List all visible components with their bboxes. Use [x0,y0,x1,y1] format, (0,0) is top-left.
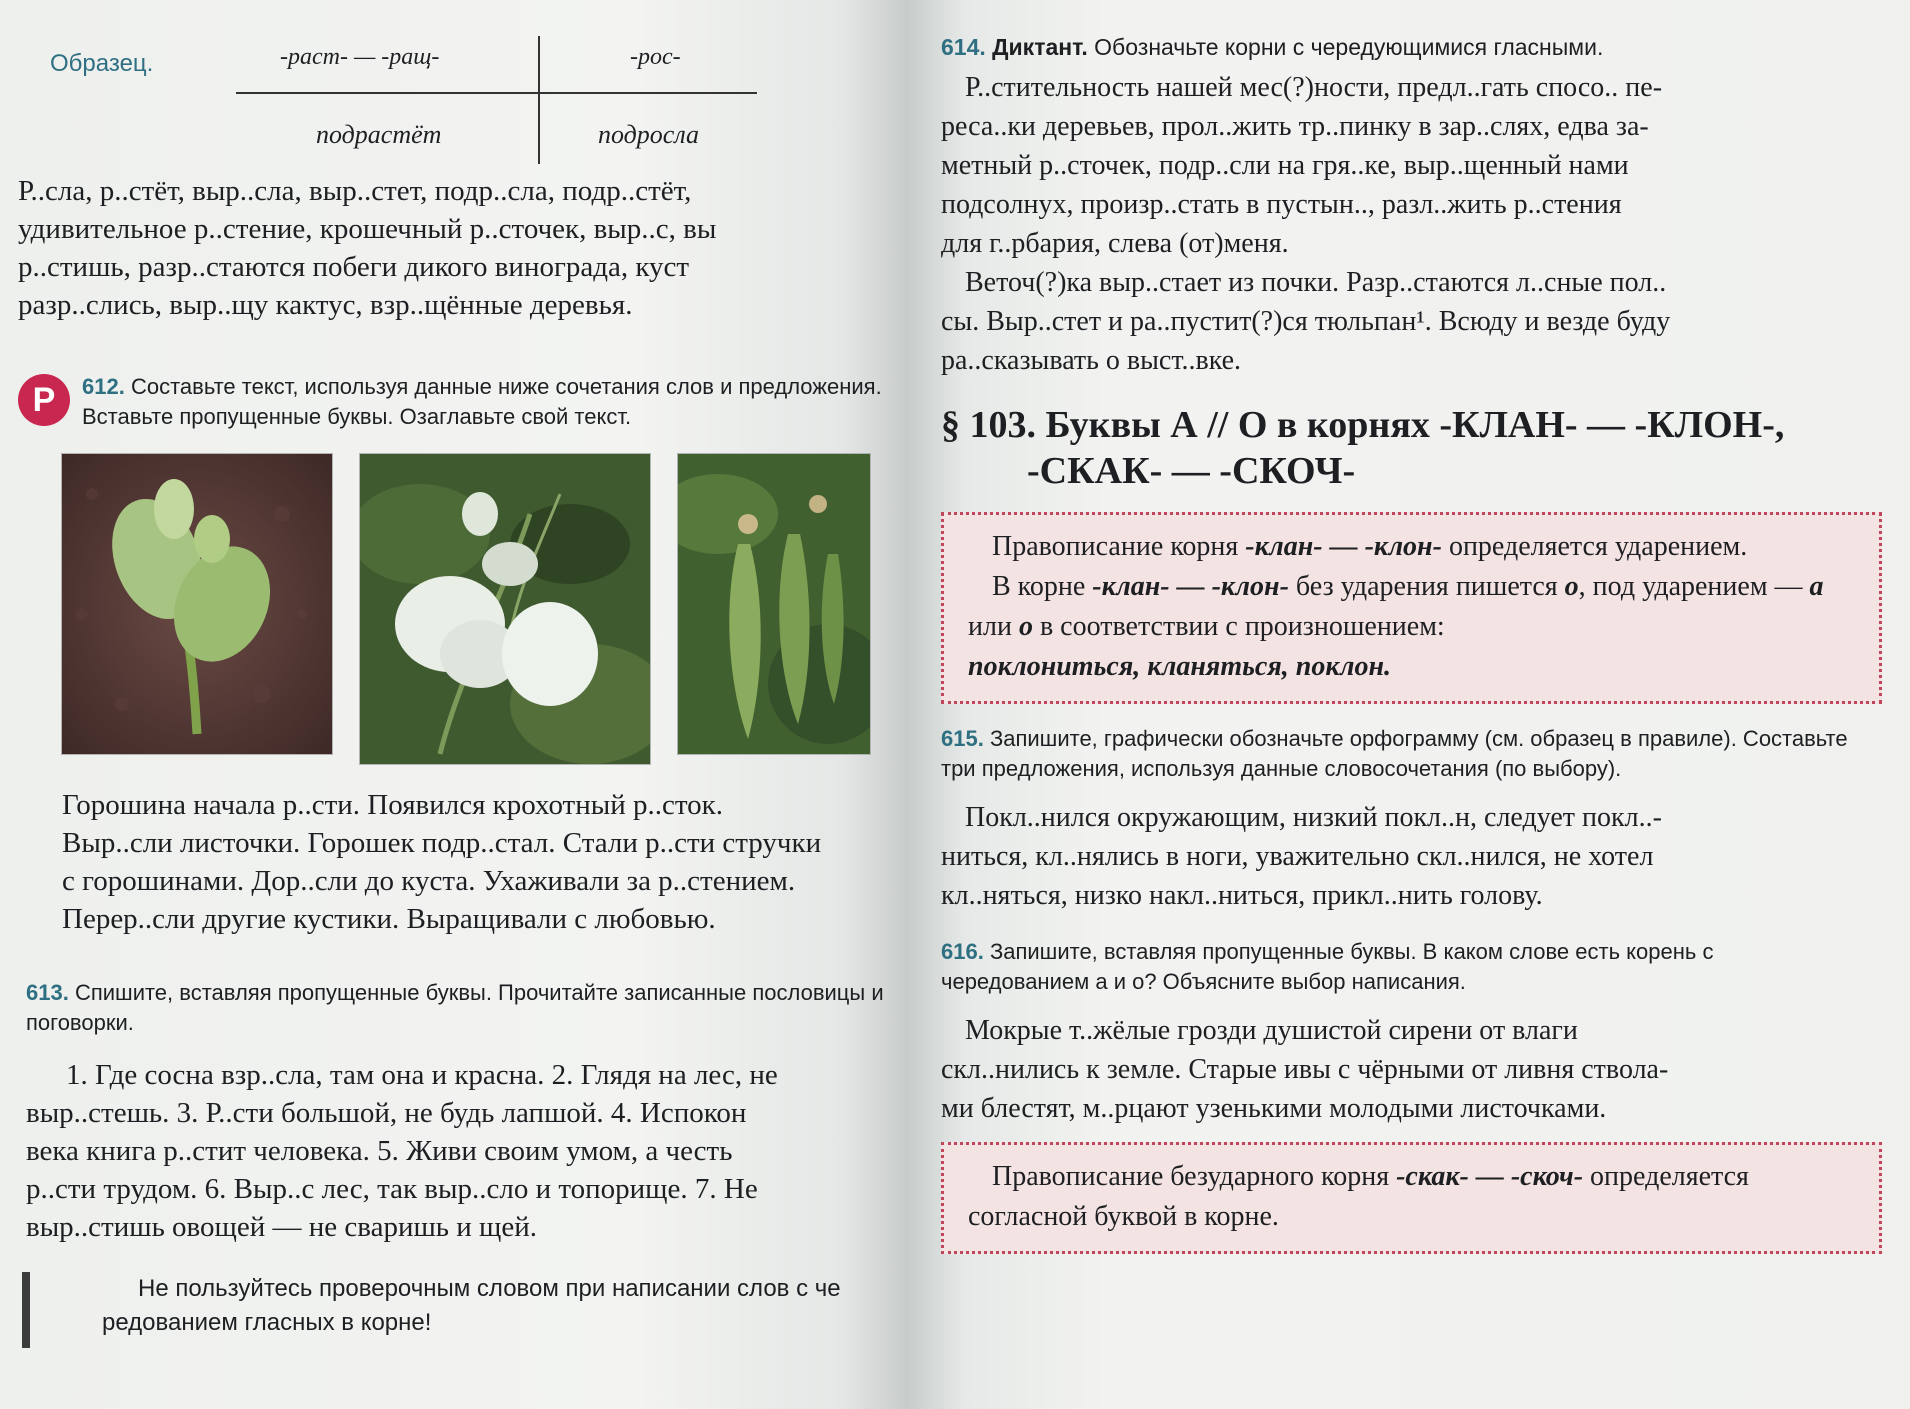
task-number: 613. [26,980,69,1005]
task-number: 616. [941,939,984,964]
photo-strip [62,454,887,764]
sample-label: Образец. [50,50,154,77]
text-line: Перер..сли другие кустики. Выращивали с любовью. [62,903,716,935]
text-line: подсолнух, произр..стать в пустын.., разл..жить р..стения [941,189,1622,220]
rule-morpheme: -клан- — -клон- [1245,531,1442,562]
rule-morpheme: -клан- — -клон- [1092,571,1289,602]
task-614-text [941,68,1882,380]
text-line: Горошина начала р..сти. Появился крохотный р..сток. [62,789,724,821]
exercise-words [18,172,887,324]
text-line: Мокрые т..жёлые грозди душистой сирени от влаги [965,1015,1578,1046]
task-number: 614. [941,34,986,60]
rule-text: В корне [992,571,1093,602]
rule-letter: о [1564,571,1579,602]
task-instructions: Спишите, вставляя пропущенные буквы. Прочитайте записанные пословицы и поговорки. [26,980,884,1035]
text-line: сы. Выр..стет и ра..пустит(?)ся тюльпан¹. Всюду и везде буду [941,306,1671,337]
text-line: реса..ки деревьев, прол..жить тр..пинку в зар..слях, едва за- [941,111,1649,142]
rule-text: в соответствии с произношением: [1032,611,1445,642]
rule-box-skak-skoch [941,1142,1882,1254]
heading-line: § 103. Буквы А // О в корнях -КЛАН- — -КЛОН-, [941,404,1785,446]
text-line: века книга р..стит человека. 5. Живи своим умом, а честь [26,1135,733,1167]
rule-text: или [968,611,1019,642]
text-line: ми блестят, м..рцают узенькими молодыми листочками. [941,1093,1607,1124]
rule-example-words: поклониться, кланяться, поклон. [968,651,1391,682]
task-616-text [941,1011,1882,1128]
section-heading [941,402,1882,494]
sample-divider-vertical [538,36,540,164]
note-bar-icon [22,1272,30,1348]
text-line: Р..стительность нашей мес(?)ности, предл..гать спосо.. пе- [965,72,1663,103]
rule-letter: о [1018,611,1033,642]
text-line: удивительное р..стение, крошечный р..сточек, выр..с, вы [18,213,717,245]
task-612-text [18,786,887,938]
pea-flower-photo [360,454,650,764]
rule-box-klan-klon [941,512,1882,704]
note-line: редованием гласных в корне! [102,1309,432,1336]
left-page [0,0,905,1409]
task-614-header [941,32,1882,62]
task-615-header [941,724,1861,784]
text-line: выр..стешь. 3. Р..сти большой, не будь лапшой. 4. Испокон [26,1097,747,1129]
rule-text: , под ударением — [1578,571,1810,602]
text-line: кл..няться, низко накл..ниться, прикл..нить голову. [941,880,1543,911]
task-label: Диктант. [992,34,1088,60]
task-instructions: Обозначьте корни с чередующимися гласными. [1094,34,1604,60]
badge-r-icon: Р [18,374,70,426]
task-612-header [18,372,887,432]
warning-note [18,1272,887,1348]
rule-paragraph [968,527,1861,567]
text-line: скл..нились к земле. Старые ивы с чёрными от ливня ствола- [941,1054,1669,1085]
text-line: Р..сла, р..стёт, выр..сла, выр..стет, подр..сла, подр..стёт, [18,175,692,207]
task-instructions: Составьте текст, используя данные ниже сочетания слов и предложения. Вставьте пропущенные буквы. Озаглавьте свой текст. [82,374,882,429]
text-line: Веточ(?)ка выр..стает из почки. Разр..стаются л..сные пол.. [965,267,1667,298]
text-line: Выр..сли листочки. Горошек подр..стал. Стали р..сти стручки [62,827,822,859]
rule-text: без ударения пишется [1288,571,1565,602]
text-line: для г..рбария, слева (от)меня. [941,228,1289,259]
pea-sprout-photo [62,454,332,754]
sample-divider-horizontal [236,92,757,94]
text-line: ра..сказывать о выст..вке. [941,345,1242,376]
text-line: метный р..сточек, подр..сли на гря..ке, выр..щенный нами [941,150,1629,181]
sample-header-ros: -рос- [630,44,681,70]
text-line: р..сти трудом. 6. Выр..с лес, так выр..сло и топорище. 7. Не [26,1173,758,1205]
sample-header-rast: -раст- — -ращ- [280,44,440,70]
note-line: Не пользуйтесь проверочным словом при написании слов с че [138,1275,841,1302]
text-line: Покл..нился окружающим, низкий покл..н, следует покл..- [965,802,1662,833]
task-613-header [18,978,886,1038]
task-613-proverbs [18,1056,887,1246]
sample-table [18,36,887,166]
rule-text: Правописание корня [992,531,1246,562]
rule-text: определяется согласной буквой в корне. [968,1161,1749,1232]
text-line: ниться, кл..нялись в ноги, уважительно скл..нился, не хотел [941,841,1654,872]
text-line: р..стишь, разр..стаются побеги дикого винограда, куст [18,251,690,283]
task-instructions: Запишите, вставляя пропущенные буквы. В каком слове есть корень с чередованием а и о? Объясните выбор написания. [941,939,1714,994]
text-line: 1. Где сосна взр..сла, там она и красна. 2. Глядя на лес, не [66,1059,778,1091]
rule-letter: а [1809,571,1824,602]
text-line: с горошинами. Дор..сли до куста. Ухаживали за р..стением. [62,865,796,897]
pea-pods-photo [678,454,870,754]
heading-line: -СКАК- — -СКОЧ- [1027,450,1356,492]
task-number: 612. [82,374,125,399]
rule-paragraph [968,1157,1861,1237]
right-page [905,0,1910,1409]
rule-paragraph [968,567,1861,647]
rule-morpheme: -скак- — -скоч- [1396,1161,1584,1192]
task-615-text [941,798,1882,915]
rule-text: Правописание безударного корня [992,1161,1397,1192]
sample-example-podrastet: подрастёт [316,120,442,149]
sample-example-podrosla: подросла [598,120,700,149]
task-616-header [941,937,1861,997]
rule-text: определяется ударением. [1441,531,1748,562]
text-line: выр..стишь овощей — не сваришь и щей. [26,1211,538,1243]
rule-examples [968,647,1861,687]
text-line: разр..слись, выр..щу кактус, взр..щённые деревья. [18,289,633,321]
task-number: 615. [941,726,984,751]
task-instructions: Запишите, графически обозначьте орфограмму (см. образец в правиле). Составьте три предложения, используя данные словосочетания (по выбору). [941,726,1848,781]
